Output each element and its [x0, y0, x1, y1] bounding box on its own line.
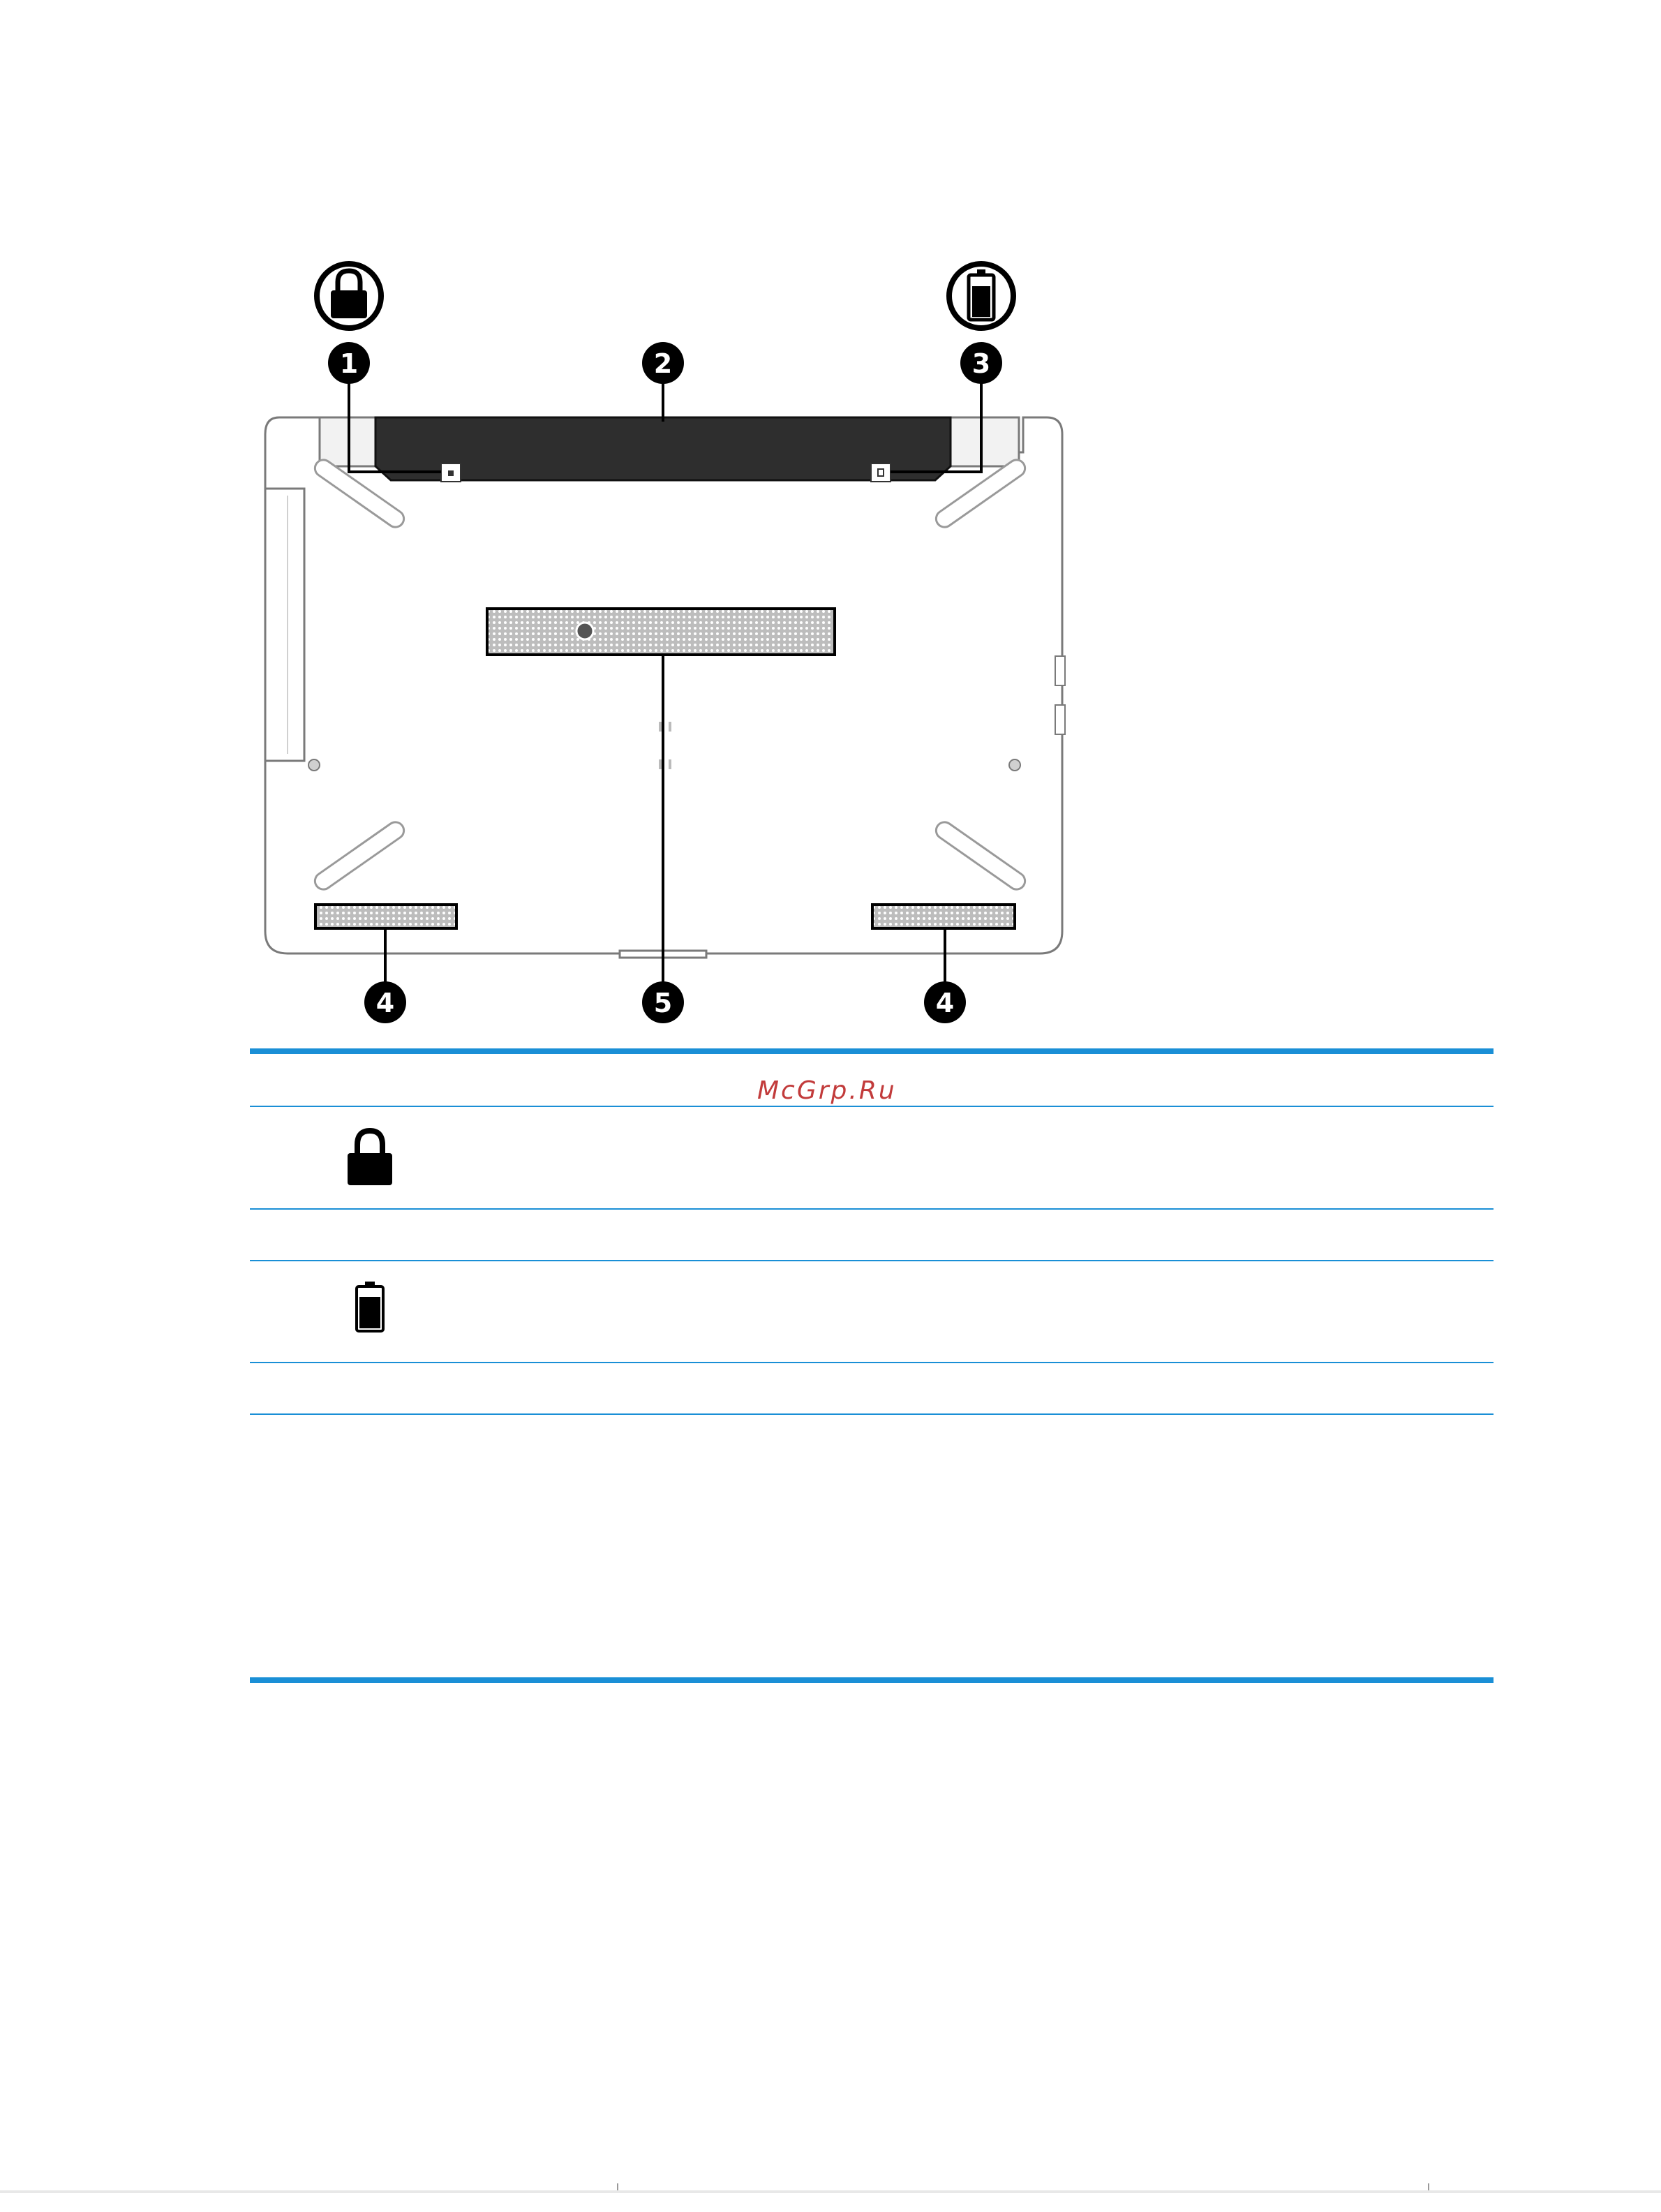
battery-bay — [375, 417, 951, 480]
table-row-rule — [250, 1362, 1494, 1363]
table-bottom-rule — [250, 1677, 1494, 1683]
svg-text:2: 2 — [653, 348, 673, 379]
padlock-icon — [317, 264, 381, 328]
optical-drive — [265, 489, 304, 761]
screw — [308, 759, 320, 771]
screw — [1009, 759, 1020, 771]
battery-icon — [949, 264, 1013, 328]
svg-text:4: 4 — [375, 988, 395, 1018]
table-top-rule — [250, 1048, 1494, 1054]
footer-mark — [1428, 2183, 1429, 2190]
svg-text:1: 1 — [339, 348, 359, 379]
service-vent — [487, 609, 835, 655]
battery-release-slider — [871, 463, 891, 482]
table-header-rule — [250, 1106, 1494, 1107]
side-port-2 — [1055, 705, 1065, 734]
callout-2 — [642, 342, 684, 384]
battery-icon — [355, 1280, 385, 1333]
callout-5 — [642, 981, 684, 1023]
speaker-left — [315, 905, 456, 928]
laptop-bottom-diagram — [0, 0, 1661, 1033]
callout-3 — [960, 342, 1002, 384]
svg-text:5: 5 — [653, 988, 673, 1018]
callout-1 — [328, 342, 370, 384]
callout-4-right — [924, 981, 966, 1023]
table-row-rule — [250, 1208, 1494, 1210]
svg-text:4: 4 — [935, 988, 955, 1018]
footer-strip — [0, 2190, 1661, 2193]
side-port-1 — [1055, 656, 1065, 685]
table-row-rule — [250, 1413, 1494, 1415]
right-hinge — [949, 417, 1019, 466]
table-row-rule — [250, 1260, 1494, 1261]
speaker-right — [872, 905, 1015, 928]
watermark: McGrp.Ru — [757, 1076, 897, 1105]
padlock-icon — [345, 1125, 395, 1188]
svg-text:3: 3 — [971, 348, 991, 379]
callout-4-left — [364, 981, 406, 1023]
footer-mark — [617, 2183, 618, 2190]
